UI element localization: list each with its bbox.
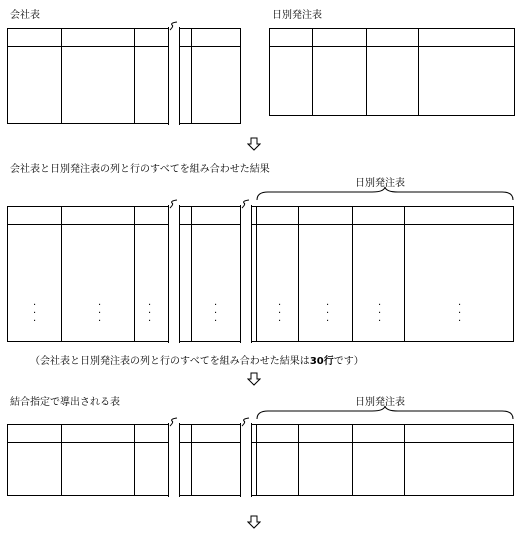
column-break-gap	[168, 423, 180, 497]
column-divider	[298, 207, 299, 341]
order-table-title: 日別発注表	[272, 10, 322, 21]
join-group-brace	[256, 405, 514, 421]
cross-group-label: 日別発注表	[355, 178, 405, 189]
down-arrow-icon	[247, 372, 261, 386]
column-break-gap	[168, 27, 180, 125]
column-divider	[298, 425, 299, 495]
column-divider	[404, 425, 405, 495]
join-group-label: 日別発注表	[355, 397, 405, 408]
continuation-dots: · · ·	[33, 300, 37, 327]
column-divider	[352, 207, 353, 341]
continuation-dots: · · ·	[214, 300, 218, 327]
column-divider	[61, 425, 62, 495]
column-divider	[191, 207, 192, 341]
column-divider	[312, 29, 313, 115]
down-arrow-icon	[247, 137, 261, 151]
column-divider	[191, 425, 192, 495]
continuation-dots: · · ·	[458, 300, 462, 327]
company-table	[7, 28, 241, 124]
cross-product-table	[7, 206, 514, 342]
table-header-row	[8, 29, 240, 47]
column-divider	[352, 425, 353, 495]
table-header-row	[8, 425, 513, 443]
column-divider	[61, 207, 62, 341]
continuation-dots: · · ·	[148, 300, 152, 327]
column-divider	[418, 29, 419, 115]
continuation-dots: · · ·	[326, 300, 330, 327]
column-break-gap	[168, 205, 180, 343]
column-divider	[134, 425, 135, 495]
join-caption: 結合指定で導出される表	[10, 397, 120, 408]
continuation-dots: · · ·	[278, 300, 282, 327]
join-result-table	[7, 424, 514, 496]
column-divider	[256, 425, 257, 495]
column-break-gap	[240, 423, 252, 497]
table-header-row	[270, 29, 514, 47]
cross-caption: 会社表と日別発注表の列と行のすべてを組み合わせた結果	[10, 164, 270, 175]
company-table-title: 会社表	[10, 10, 40, 21]
cross-note: （会社表と日別発注表の列と行のすべてを組み合わせた結果は30行です）	[30, 356, 364, 367]
column-divider	[134, 207, 135, 341]
table-header-row	[8, 207, 513, 225]
column-divider	[61, 29, 62, 123]
cross-group-brace	[256, 186, 514, 202]
column-divider	[191, 29, 192, 123]
column-break-gap	[240, 205, 252, 343]
continuation-dots: · · ·	[378, 300, 382, 327]
order-table	[269, 28, 515, 116]
column-divider	[256, 207, 257, 341]
down-arrow-icon	[247, 515, 261, 529]
column-divider	[366, 29, 367, 115]
column-divider	[134, 29, 135, 123]
column-divider	[404, 207, 405, 341]
continuation-dots: · · ·	[98, 300, 102, 327]
